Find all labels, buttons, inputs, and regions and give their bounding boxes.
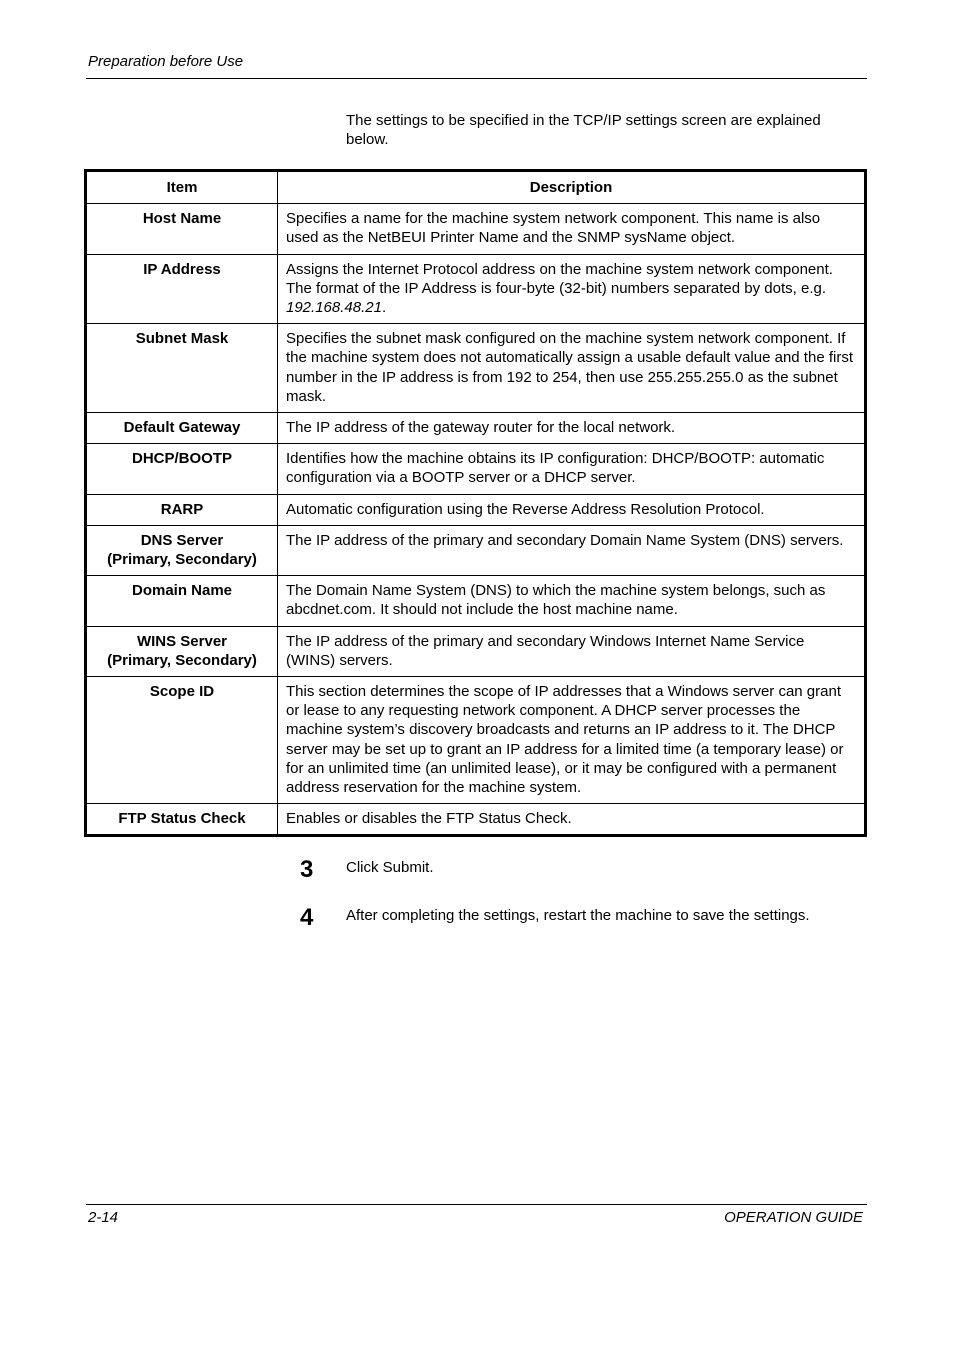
table-row — [86, 804, 866, 836]
column-header-item: Item — [86, 171, 278, 204]
table-row — [86, 444, 866, 494]
row-item: DHCP/BOOTP — [86, 444, 278, 494]
row-item: IP Address — [86, 254, 278, 324]
item-sublabel: (Primary, Secondary) — [107, 551, 257, 569]
intro-paragraph: The settings to be specified in the TCP/IP settings screen are explained below. — [346, 112, 821, 148]
item-sublabel: (Primary, Secondary) — [107, 651, 257, 669]
table-row — [86, 494, 866, 525]
header-divider — [86, 78, 867, 79]
step-text: After completing the settings, restart the machine to save the settings. — [346, 907, 810, 924]
step-number: 4 — [300, 904, 314, 931]
row-description: The Domain Name System (DNS) to which the machine system belongs, such as abcdnet.com. It should not include the host machine name. — [278, 576, 866, 626]
row-description: This section determines the scope of IP addresses that a Windows server can grant or lease to any requesting network component. A DHCP server processes the machine system’s discovery broadcasts and returns an IP address to it. The DHCP server may be set up to grant an IP address for a limited time (a temporary lease) or for an unlimited time (an unlimited lease), or it may be configured with a permanent address reservation for the machine system. — [278, 677, 866, 804]
table-header-row — [86, 171, 866, 204]
row-item — [86, 525, 278, 575]
row-description: Specifies the subnet mask configured on the machine system network component. If the machine system does not automatically assign a usable default value and the first number in the IP address is from 192 to 254, then use 255.255.255.0 as the subnet mask. — [278, 324, 866, 413]
page-number: 2-14 — [88, 1209, 119, 1226]
table-row — [86, 324, 866, 413]
tcpip-settings-table — [84, 169, 867, 837]
item-label: DNS Server — [140, 531, 224, 549]
row-item: RARP — [86, 494, 278, 525]
table-row — [86, 576, 866, 626]
row-item: FTP Status Check — [86, 804, 278, 836]
table-row — [86, 254, 866, 324]
item-label: WINS Server — [136, 632, 228, 650]
table-row — [86, 677, 866, 804]
row-description: Identifies how the machine obtains its IP configuration: DHCP/BOOTP: automatic configuration via a BOOTP server or a DHCP server. — [278, 444, 866, 494]
row-description: Automatic configuration using the Reverse Address Resolution Protocol. — [278, 494, 866, 525]
table-row — [86, 413, 866, 444]
row-item: Domain Name — [86, 576, 278, 626]
row-description: The IP address of the primary and secondary Domain Name System (DNS) servers. — [278, 525, 866, 575]
footer-divider — [86, 1204, 867, 1205]
row-description: The IP address of the primary and secondary Windows Internet Name Service (WINS) servers. — [278, 626, 866, 676]
column-header-description: Description — [278, 171, 866, 204]
row-description: Enables or disables the FTP Status Check. — [278, 804, 866, 836]
table-row — [86, 525, 866, 575]
row-item: Host Name — [86, 204, 278, 254]
row-description: The IP address of the gateway router for the local network. — [278, 413, 866, 444]
row-item — [86, 626, 278, 676]
row-item: Default Gateway — [86, 413, 278, 444]
row-item: Scope ID — [86, 677, 278, 804]
row-description: Specifies a name for the machine system network component. This name is also used as the NetBEUI Printer Name and the SNMP sysName object. — [278, 204, 866, 254]
step-number: 3 — [300, 856, 314, 883]
description-text: Assigns the Internet Protocol address on the machine system network component. The format of the IP Address is four-byte (32-bit) numbers separated by dots, e.g. — [286, 260, 833, 297]
ip-example: 192.168.48.21 — [286, 299, 382, 317]
row-item: Subnet Mask — [86, 324, 278, 413]
guide-title: OPERATION GUIDE — [724, 1209, 863, 1226]
row-description — [278, 254, 866, 324]
table-row — [86, 626, 866, 676]
description-suffix: . — [381, 299, 387, 317]
step-text: Click Submit. — [346, 859, 434, 876]
table-row — [86, 204, 866, 254]
page-header-title: Preparation before Use — [88, 53, 244, 70]
